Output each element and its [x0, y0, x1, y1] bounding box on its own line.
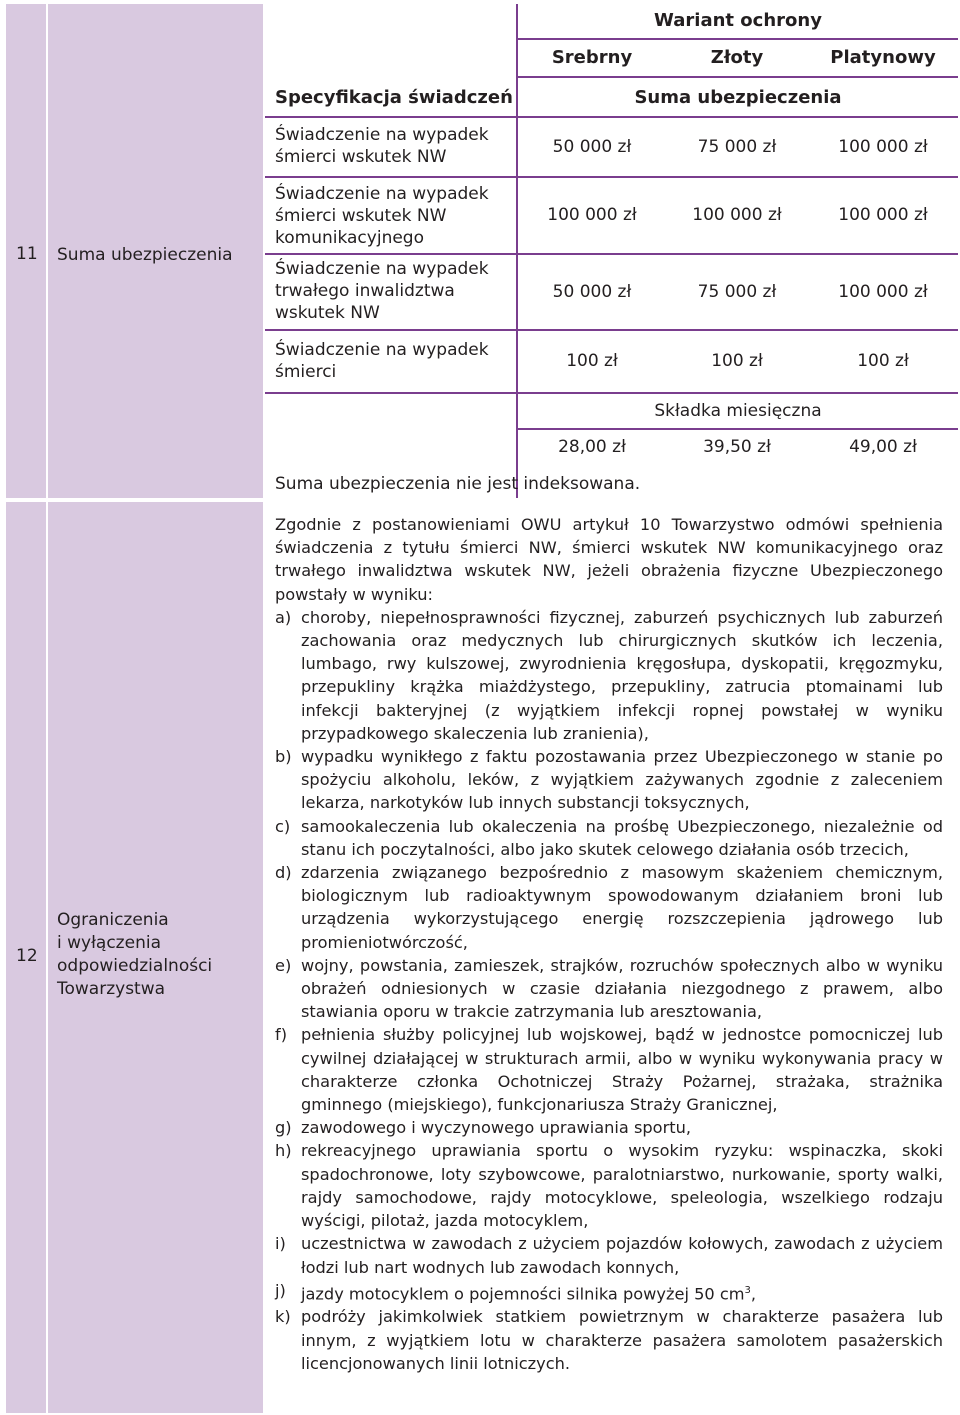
value-r1-srebrny: 50 000 zł: [552, 137, 632, 157]
skladka-zloty: 39,50 zł: [703, 437, 771, 457]
item-text: zdarzenia związanego bezpośrednio z masowym skażeniem chemicznym, biologicznym lub radioaktywnym spowodowanym działaniem broni lub urządzenia wykorzystującego energię rozszczepienia jądrowego lub promieniotwórczość,: [301, 863, 943, 952]
exclusions-intro: Zgodnie z postanowieniami OWU artykuł 10 Towarzystwo odmówi spełnienia świadczenia z tytułu śmierci NW, śmierci wskutek NW komunikacyjnego oraz trwałego inwalidztwa wskutek NW, jeżeli obrażenia fizyczne Ubezpieczonego powstały w wyniku:: [275, 515, 943, 604]
exclusions-text: [275, 513, 943, 1375]
exclusion-item: [275, 1023, 943, 1116]
rule-wariant: [516, 38, 958, 40]
value-r4-zloty: 100 zł: [711, 351, 763, 371]
item-text: [301, 1279, 943, 1306]
superscript: 3: [744, 1284, 751, 1296]
exclusion-item: [275, 1232, 943, 1278]
item-letter: c): [275, 816, 291, 836]
row12-label: [57, 909, 257, 1001]
value-r2-srebrny: 100 000 zł: [547, 205, 637, 225]
item-letter: j): [275, 1280, 286, 1300]
item-text: uczestnictwa w zawodach z użyciem pojazdów kołowych, zawodach z użyciem łodzi lub nart wodnych lub zawodach konnych,: [301, 1234, 943, 1277]
item-letter: b): [275, 747, 292, 767]
item-text: zawodowego i wyczynowego uprawiania sportu,: [301, 1118, 691, 1138]
rule-skladka: [516, 428, 958, 430]
exclusion-item: [275, 861, 943, 954]
row11-label: Suma ubezpieczenia: [57, 245, 233, 265]
value-r1-platynowy: 100 000 zł: [838, 137, 928, 157]
value-r3-srebrny: 50 000 zł: [552, 282, 632, 302]
spec-row-1: [275, 124, 505, 168]
item-text: wypadku wynikłego z faktu pozostawania przez Ubezpieczonego w stanie po spożyciu alkoholu, leków, z wyjątkiem zażywanych zgodnie z zaleceniem lekarza, narkotyków lub innych substancji toksycznych,: [301, 747, 943, 813]
item-text: rekreacyjnego uprawiania sportu o wysokim ryzyku: wspinaczka, skoki spadochronowe, loty szybowcowe, paralotniarstwo, nurkowanie, sporty walki, rajdy samochodowe, rajdy motocyklowe, speleologia, wszelkiego rodzaju wyścigi, pilotaż, jazda motocyklem,: [301, 1141, 943, 1231]
skladka-platynowy: 49,00 zł: [849, 437, 917, 457]
item-letter: k): [275, 1307, 291, 1327]
variant-zloty: Złoty: [710, 47, 764, 68]
item-letter: e): [275, 955, 292, 975]
spec-line: śmierci: [275, 362, 337, 382]
value-r3-zloty: 75 000 zł: [697, 282, 777, 302]
value-r1-zloty: 75 000 zł: [697, 137, 777, 157]
spec-line: wskutek NW: [275, 303, 380, 323]
exclusion-item: [275, 1139, 943, 1232]
variant-srebrny: Srebrny: [551, 47, 633, 68]
value-r2-zloty: 100 000 zł: [692, 205, 782, 225]
spec-row-3: [275, 258, 505, 324]
item-text: choroby, niepełnosprawności fizycznej, zaburzeń psychicznych lub zaburzeń zachowania oraz medycznych lub chirurgicznych skutków ich leczenia, lumbago, rwy kulszowej, zwyrodnienia kręgosłupa, dyskopatii, kręgozmyku, przepukliny krążka miażdżystego, przepukliny, zatrucia ptomainami lub infekcji bakteryjnej (z wyjątkiem infekcji ropnej powstałej w wyniku przypadkowego skaleczenia lub zranienia),: [301, 607, 943, 743]
suma-header: Suma ubezpieczenia: [634, 87, 842, 108]
spec-line: Świadczenie na wypadek: [275, 184, 489, 204]
exclusion-item: [275, 815, 943, 861]
item-text: pełnienia służby policyjnej lub wojskowej, bądź w jednostce pomocniczej lub cywilnej działającej w strukturach armii, albo w wyniku wykonywania pracy w charakterze członka Ochotniczej Straży Pożarnej, strażaka, strażnika gminnego (miejskiego), funkcjonariusza Straży Granicznej,: [301, 1025, 943, 1115]
spec-header: Specyfikacja świadczeń: [275, 87, 513, 108]
item-text: wojny, powstania, zamieszek, strajków, rozruchów społecznych albo w wyniku obrażeń odniesionych w czasie działania niezgodnego z prawem, albo stawiania oporu w trakcie zatrzymania lub aresztowania,: [301, 955, 943, 1022]
spec-line: trwałego inwalidztwa: [275, 281, 455, 301]
item-letter: a): [275, 607, 292, 627]
item-letter: f): [275, 1025, 288, 1045]
spec-line: komunikacyjnego: [275, 228, 424, 248]
variant-platynowy: Platynowy: [830, 47, 936, 68]
column-divider: [516, 4, 518, 498]
rule-spec-3: [265, 329, 958, 331]
value-r2-platynowy: 100 000 zł: [838, 205, 928, 225]
exclusion-item: [275, 745, 943, 815]
item-letter: g): [275, 1118, 292, 1138]
spec-line: Świadczenie na wypadek: [275, 340, 489, 360]
spec-line: Świadczenie na wypadek: [275, 125, 489, 145]
spec-line: śmierci wskutek NW: [275, 206, 447, 226]
value-r3-platynowy: 100 000 zł: [838, 282, 928, 302]
item-text: samookaleczenia lub okaleczenia na prośbę Ubezpieczonego, niezależnie od stanu ich poczytalności, albo jako skutek celowego działania osób trzecich,: [301, 816, 943, 859]
row12-label-line: Towarzystwa: [57, 979, 166, 999]
exclusion-item: [275, 954, 943, 1024]
row12-label-line: Ograniczenia: [57, 910, 169, 930]
spec-row-2: [275, 183, 505, 249]
wariant-ochrony-header: Wariant ochrony: [654, 10, 822, 31]
exclusion-item: [275, 606, 943, 745]
index-note: Suma ubezpieczenia nie jest indeksowana.: [275, 474, 641, 494]
item-text-main: jazdy motocyklem o pojemności silnika powyżej 50 cm: [301, 1284, 745, 1304]
skladka-label: Składka miesięczna: [654, 401, 822, 421]
spec-line: śmierci wskutek NW: [275, 147, 447, 167]
value-r4-srebrny: 100 zł: [566, 351, 618, 371]
item-letter: d): [275, 863, 292, 883]
item-text: podróży jakimkolwiek statkiem powietrznym w charakterze pasażera lub innym, z wyjątkiem lotu w charakterze pasażera samolotem pasażerskich licencjonowanych linii lotniczych.: [301, 1307, 943, 1373]
rule-spec-1: [265, 176, 958, 178]
rule-spec-4: [265, 392, 958, 394]
row11-number: 11: [16, 244, 38, 264]
rule-spec-2: [265, 253, 958, 255]
row12-label-line: i wyłączenia: [57, 933, 161, 953]
exclusion-item: [275, 1305, 943, 1375]
skladka-srebrny: 28,00 zł: [558, 437, 626, 457]
row12-number: 12: [16, 946, 38, 966]
rule-header: [265, 116, 958, 118]
spec-row-4: [275, 339, 505, 383]
exclusion-item: [275, 1116, 943, 1139]
value-r4-platynowy: 100 zł: [857, 351, 909, 371]
exclusion-item: [275, 1279, 943, 1306]
item-letter: h): [275, 1141, 292, 1161]
item-text-tail: ,: [750, 1284, 757, 1304]
item-letter: i): [275, 1234, 286, 1254]
spec-line: Świadczenie na wypadek: [275, 259, 489, 279]
rule-variants: [516, 76, 958, 78]
row12-label-line: odpowiedzialności: [57, 956, 213, 976]
